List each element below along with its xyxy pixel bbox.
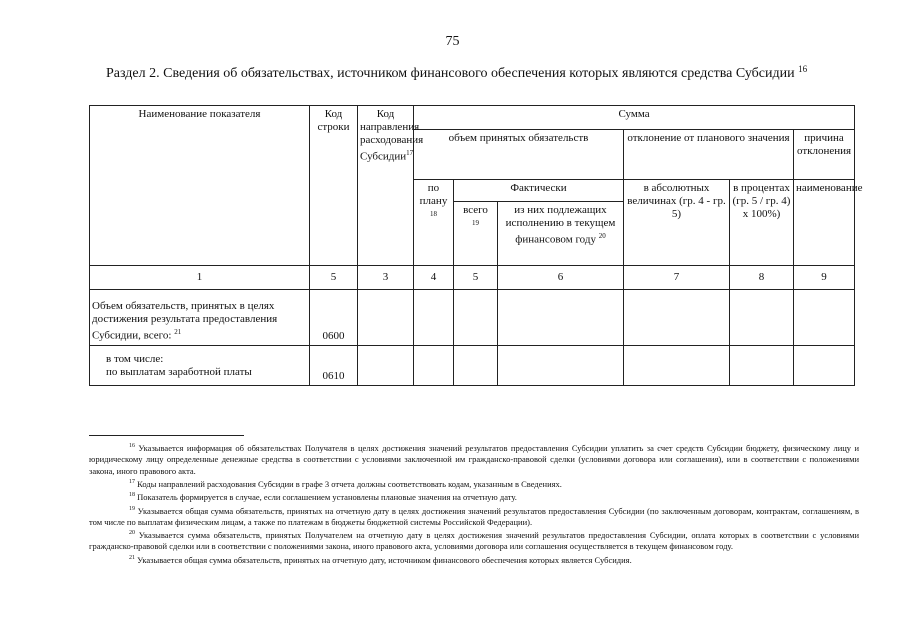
row-total-cell[interactable]	[454, 290, 498, 346]
row-total-cell[interactable]	[358, 290, 414, 346]
header-accepted-obligations: объем принятых обязательств	[414, 130, 624, 180]
row-salary-cell[interactable]	[414, 346, 454, 386]
colnum-2: 5	[310, 266, 358, 290]
header-total: всего $^{19}$	[454, 202, 498, 266]
footnote-21: $^{21}$ Указывается общая сумма обязательств, принятых на отчетную дату, источником финансового обеспечения которых является Субсидия.	[129, 554, 632, 565]
row-salary-cell[interactable]	[624, 346, 730, 386]
header-direction-code: Код направления расходования Субсидии$^{17}$	[358, 106, 414, 266]
row-total-cell[interactable]	[414, 290, 454, 346]
header-deviation: отклонение от планового значения	[624, 130, 794, 180]
colnum-1: 1	[90, 266, 310, 290]
header-actual: Фактически	[454, 180, 624, 202]
header-sum: Сумма	[414, 106, 855, 130]
footnote-17: $^{17}$ Коды направлений расходования Субсидии в графе 3 отчета должны соответствовать кодам, указанным в Сведениях.	[129, 478, 562, 489]
header-current-year: из них подлежащих исполнению в текущем финансовом году $^{20}$	[498, 202, 624, 266]
obligations-table	[89, 105, 863, 386]
footnote-19: $^{19}$ Указывается общая сумма обязательств, принятых на отчетную дату в целях достижения значений результатов предоставления Субсидии (по заключенным договорам, контрактам, соглашениям, в том числе по выплатам физическим лицам, а также по платежам в бюджеты бюджетной системы Российской Федерации).	[89, 505, 860, 527]
section-title-text: Раздел 2. Сведения об обязательствах, источником финансового обеспечения которых являются средства Субсидии	[106, 66, 795, 81]
header-line-code: Код строки	[310, 106, 358, 266]
row-total-code: 0600	[310, 290, 358, 346]
footnote-divider	[89, 435, 244, 436]
table-row	[90, 290, 855, 346]
row-total-cell[interactable]	[624, 290, 730, 346]
footnote-18: $^{18}$ Показатель формируется в случае, если соглашением установлены плановые значения на отчетную дату.	[129, 492, 517, 503]
section-title	[106, 66, 807, 82]
colnum-5: 5	[454, 266, 498, 290]
row-total-cell[interactable]	[730, 290, 794, 346]
row-salary-cell[interactable]	[794, 346, 855, 386]
footnote-16: $^{16}$ Указывается информация об обязательствах Получателя в целях достижения значений результатов предоставления Субсидии уплатить за счет средств Субсидии бюджету, физическому лицу и юридическому лицу определенные денежные средства в соответствии с условиями заключенной им гражданско-правовой сделки (условиями договора или соглашения), или в соответствии с положениями закона, иного правового акта.	[89, 442, 859, 476]
footnotes	[89, 441, 859, 566]
header-indicator-name: Наименование показателя	[90, 106, 310, 266]
colnum-7: 7	[624, 266, 730, 290]
row-salary-cell[interactable]	[730, 346, 794, 386]
row-salary-cell[interactable]	[358, 346, 414, 386]
row-total-cell[interactable]	[794, 290, 855, 346]
header-plan: по плану $^{18}$	[414, 180, 454, 266]
row-total-name: Объем обязательств, принятых в целях достижения результата предоставления Субсидии, всего: $^{21}$	[90, 290, 310, 346]
page-number: 75	[445, 34, 460, 49]
header-reason: причина отклонения	[794, 130, 855, 180]
row-salary-cell[interactable]	[454, 346, 498, 386]
header-percent: в процентах (гр. 5 / гр. 4) x 100%)	[730, 180, 794, 266]
column-numbers-row	[90, 266, 855, 290]
row-total-cell[interactable]	[498, 290, 624, 346]
colnum-9: 9	[794, 266, 855, 290]
table-row	[90, 346, 855, 386]
footnote-20: $^{20}$ Указывается сумма обязательств, принятых Получателем на отчетную дату в целях достижения значений результатов предоставления Субсидии, оплата которых в соответствии с условиями гражданско-правовой сделки или в соответствии с положениями закона, иного правового акта, условиями договора или соглашения осуществляется в текущем финансовом году.	[89, 529, 860, 552]
row-salary-code: 0610	[310, 346, 358, 386]
row-salary-name: в том числе: по выплатам заработной платы	[90, 346, 310, 386]
header-reason-name: наименование	[794, 180, 855, 266]
colnum-6: 6	[498, 266, 624, 290]
section-title-footnote-ref: 16	[798, 64, 808, 74]
header-absolute: в абсолютных величинах (гр. 4 - гр. 5)	[624, 180, 730, 266]
row-salary-cell[interactable]	[498, 346, 624, 386]
colnum-8: 8	[730, 266, 794, 290]
colnum-4: 4	[414, 266, 454, 290]
colnum-3: 3	[358, 266, 414, 290]
